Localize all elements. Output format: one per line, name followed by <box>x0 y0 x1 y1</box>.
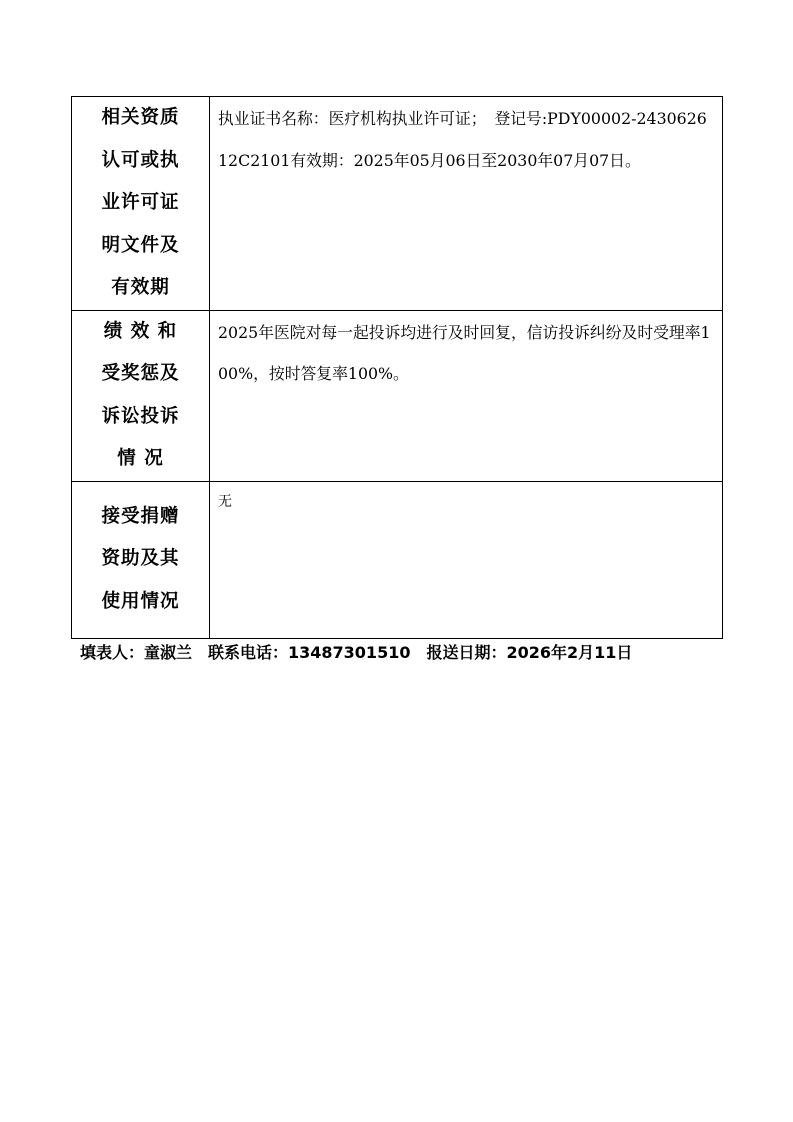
row-content: 执业证书名称：医疗机构执业许可证； 登记号:PDY00002-243062612C2101有效期：2025年05月06日至2030年07月07日。 <box>218 109 707 170</box>
row-label: 绩 效 和 受奖惩及 诉讼投诉 情 况 <box>101 320 180 469</box>
info-table <box>71 96 723 639</box>
table-row-performance <box>72 310 723 481</box>
row-label-cell <box>72 97 210 311</box>
row-content-cell <box>210 481 723 638</box>
row-content: 无 <box>218 493 232 510</box>
row-label-cell <box>72 481 210 638</box>
row-label: 接受捐赠 资助及其 使用情况 <box>101 505 180 612</box>
row-content: 2025年医院对每一起投诉均进行及时回复，信访投诉纠纷及时受理率100%，按时答复率100%。 <box>218 322 711 383</box>
row-content-cell <box>210 97 723 311</box>
row-label: 相关资质 认可或执 业许可证 明文件及 有效期 <box>101 107 180 298</box>
row-label-cell <box>72 310 210 481</box>
table-row-qualification <box>72 97 723 311</box>
row-content-cell <box>210 310 723 481</box>
table-row-donations <box>72 481 723 638</box>
form-footer: 填表人：童淑兰 联系电话：13487301510 报送日期：2026年2月11日 <box>80 643 633 662</box>
